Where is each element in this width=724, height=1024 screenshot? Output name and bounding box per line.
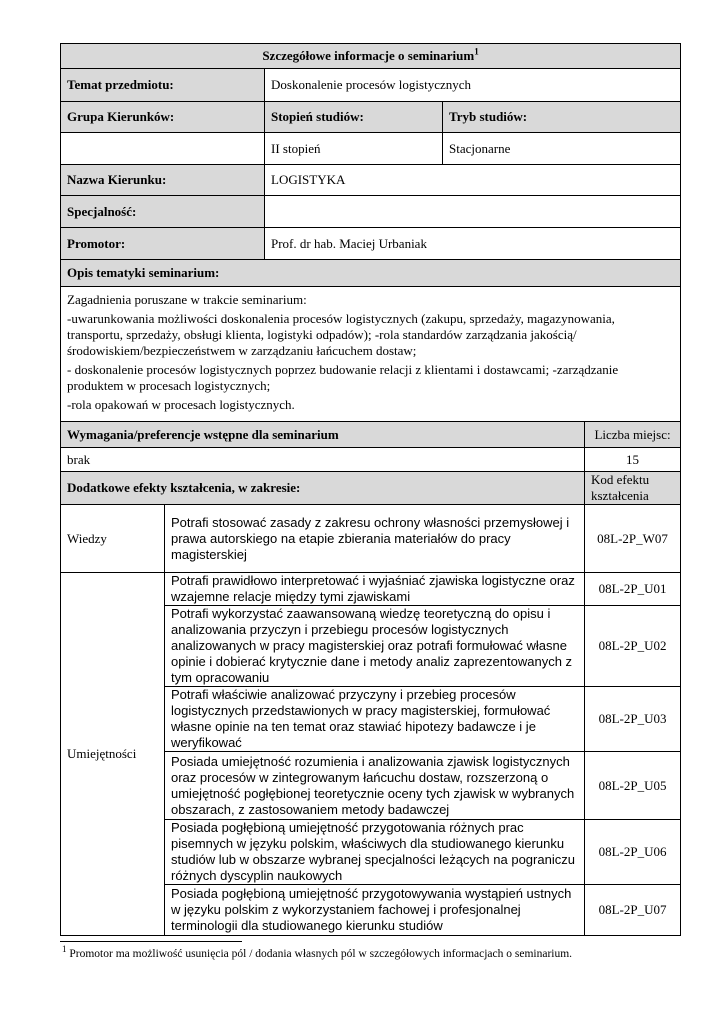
opis-content: [61, 287, 681, 422]
kierunek-value: LOGISTYKA: [265, 165, 681, 196]
umiejetnosc-code: 08L-2P_U02: [585, 606, 681, 687]
umiejetnosc-code: 08L-2P_U05: [585, 752, 681, 820]
wiedza-text: Potrafi stosować zasady z zakresu ochrony własności przemysłowej i prawa autorskiego na etapie zbierania materiałów do pracy magisterskiej: [165, 505, 585, 573]
grupa-value: [61, 133, 265, 165]
umiejetnosc-text: Posiada pogłębioną umiejętność przygotowania różnych prac pisemnych w języku polskim, właściwych dla studiowanego kierunku studiów lub w obszarze wybranej specjalności leżących na pograniczu różnych dyscyplin naukowych: [165, 820, 585, 885]
temat-row: [61, 69, 681, 102]
wiedza-category: Wiedzy: [61, 505, 165, 573]
footnote-text: Promotor ma możliwość usunięcia pól / dodania własnych pól w szczegółowych informacjach o seminarium.: [69, 948, 573, 960]
specjalnosc-row: [61, 196, 681, 228]
umiejetnosc-text: Potrafi właściwie analizować przyczyny i przebieg procesów logistycznych przedstawionych w pracy magisterskiej, formułować własne opinie na ten temat oraz stawiać hipotezy badawcze i je weryfikować: [165, 687, 585, 752]
footnote-mark: 1: [474, 46, 479, 57]
efekty-label: Dodatkowe efekty kształcenia, w zakresie:: [61, 472, 585, 505]
seminar-info-table: [60, 43, 681, 936]
stopien-value: II stopień: [265, 133, 443, 165]
umiejetnosc-text: Posiada umiejętność rozumienia i analizowania zjawisk logistycznych oraz procesów w zintegrowanym łańcuchu dostaw, rozszerzoną o umiejętność pogłębionej teoretycznie oceny tych zjawisk w wybranych obszarach, z zastosowaniem metody badawczej: [165, 752, 585, 820]
promotor-row: [61, 228, 681, 260]
stopien-label: Stopień studiów:: [265, 102, 443, 133]
opis-line: Zagadnienia poruszane w trakcie seminarium:: [67, 292, 307, 307]
grupa-label: Grupa Kierunków:: [61, 102, 265, 133]
promotor-label: Promotor:: [61, 228, 265, 260]
footnote-separator: [60, 941, 242, 942]
umiejetnosc-code: 08L-2P_U03: [585, 687, 681, 752]
umiejetnosc-code: 08L-2P_U01: [585, 573, 681, 606]
liczba-miejsc-value: 15: [585, 448, 681, 472]
footnote-number: 1: [62, 944, 67, 955]
umiejetnosc-text: Potrafi wykorzystać zaawansowaną wiedzę teoretyczną do opisu i analizowania przyczyn i przebiegu procesów logistycznych analizowanych w pracy magisterskiej oraz potrafi formułować własne opinie i dobierać krytycznie dane i metody analiz zaprezentowanych z tym opracowaniu: [165, 606, 585, 687]
wymagania-row: [61, 422, 681, 448]
wiedza-row: [61, 505, 681, 573]
footnote: [62, 944, 573, 960]
tryb-value: Stacjonarne: [443, 133, 681, 165]
grupa-row: [61, 102, 681, 133]
promotor-value: Prof. dr hab. Maciej Urbaniak: [265, 228, 681, 260]
umiejetnosc-code: 08L-2P_U07: [585, 885, 681, 936]
specjalnosc-label: Specjalność:: [61, 196, 265, 228]
specjalnosc-value: [265, 196, 681, 228]
umiejetnosc-code: 08L-2P_U06: [585, 820, 681, 885]
tryb-label: Tryb studiów:: [443, 102, 681, 133]
opis-row: [61, 287, 681, 422]
opis-line: -uwarunkowania możliwości doskonalenia procesów logistycznych (zakupu, sprzedaży, magazynowania, transportu, sprzedaży, obsługi klienta, logistyki odpadów); -rola standardów zarządzania jakością/ środowiskiem/bezpieczeństwem w zarządzaniu łańcuchem dostaw;: [67, 311, 615, 358]
temat-label: Temat przedmiotu:: [61, 69, 265, 102]
wymagania-value: brak: [61, 448, 585, 472]
opis-label: Opis tematyki seminarium:: [61, 260, 681, 287]
opis-line: -rola opakowań w procesach logistycznych.: [67, 397, 295, 412]
liczba-miejsc-label: Liczba miejsc:: [585, 422, 681, 448]
header-cell: [61, 44, 681, 69]
umiejetnosc-text: Potrafi prawidłowo interpretować i wyjaśniać zjawiska logistyczne oraz wzajemne relacje między tymi zjawiskami: [165, 573, 585, 606]
temat-value: Doskonalenie procesów logistycznych: [265, 69, 681, 102]
opis-line: - doskonalenie procesów logistycznych poprzez budowanie relacji z klientami i dostawcami; -zarządzanie produktem w procesach logistycznych;: [67, 362, 619, 393]
wymagania-label: Wymagania/preferencje wstępne dla seminarium: [61, 422, 585, 448]
umiejetnosci-row: [61, 573, 681, 606]
header-row: [61, 44, 681, 69]
kierunek-label: Nazwa Kierunku:: [61, 165, 265, 196]
header-title: Szczegółowe informacje o seminarium: [262, 48, 475, 63]
wymagania-values-row: [61, 448, 681, 472]
kierunek-row: [61, 165, 681, 196]
grupa-values-row: [61, 133, 681, 165]
umiejetnosc-text: Posiada pogłębioną umiejętność przygotowywania wystąpień ustnych w języku polskim z wykorzystaniem fachowej i profesjonalnej terminologii dla studiowanego kierunku studiów: [165, 885, 585, 936]
kod-efektu-label: Kod efektu kształcenia: [585, 472, 681, 505]
opis-label-row: [61, 260, 681, 287]
umiejetnosci-category: Umiejętności: [61, 573, 165, 936]
wiedza-code: 08L-2P_W07: [585, 505, 681, 573]
efekty-header-row: [61, 472, 681, 505]
